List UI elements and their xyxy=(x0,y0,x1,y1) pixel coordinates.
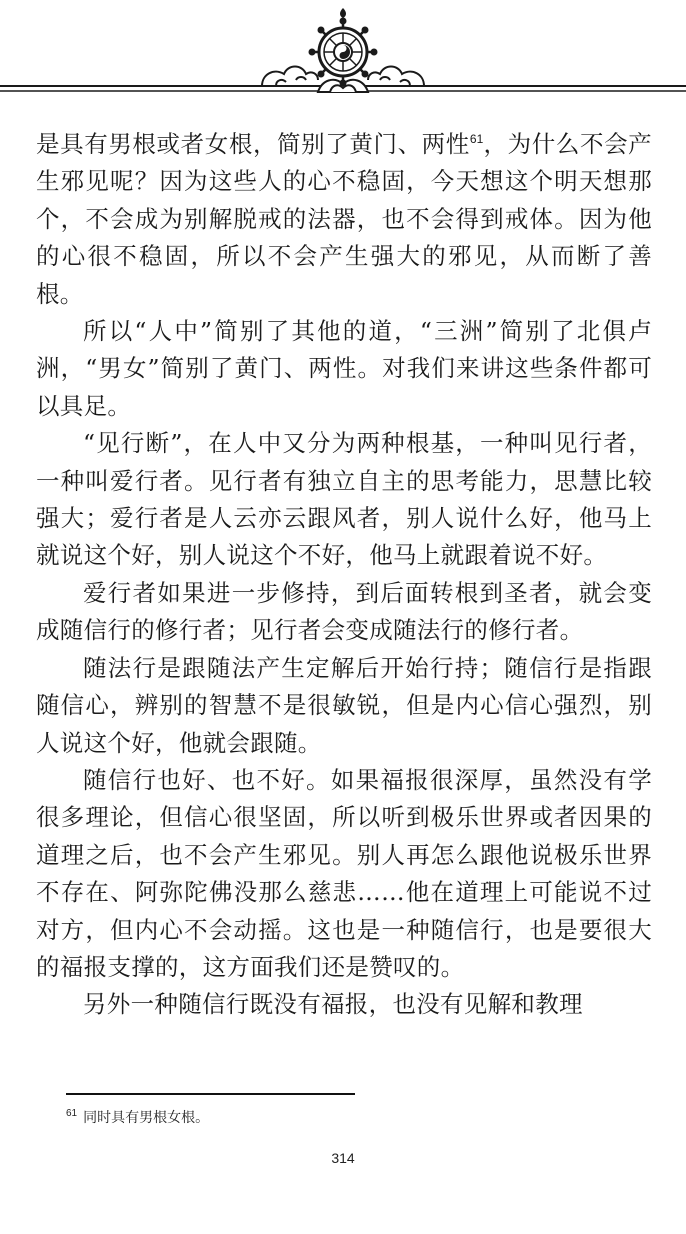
dharma-wheel-header-ornament xyxy=(0,0,686,112)
paragraph-6: 随信行也好、也不好。如果福报很深厚，虽然没有学很多理论，但信心很坚固，所以听到极乐世界或者因果的道理之后，也不会产生邪见。别人再怎么跟他说极乐世界不存在、阿弥陀佛没那么慈悲……他在道理上可能说不过对方，但内心不会动摇。这也是一种随信行，也是要很大的福报支撑的，这方面我们还是赞叹的。 xyxy=(36,765,652,981)
footnote-text: 同时具有男根女根。 xyxy=(83,1110,210,1126)
footnote-reference[interactable]: 61 xyxy=(469,132,484,147)
footnote-number: 61 xyxy=(66,1108,78,1120)
paragraph-3: “见行断”，在人中又分为两种根基，一种叫见行者，一种叫爱行者。见行者有独立自主的思考能力，思慧比较强大；爱行者是人云亦云跟风者，别人说什么好，他马上就说这个好，别人说这个不好，他马上就跟着说不好。 xyxy=(36,429,652,570)
dharma-wheel-icon xyxy=(309,8,378,87)
right-cloud-ornament xyxy=(368,67,424,87)
paragraph-5: 随法行是跟随法产生定解后开始行持；随信行是指跟随信心，辨别的智慧不是很敏锐，但是内心信心强烈，别人说这个好，他就会跟随。 xyxy=(36,653,652,757)
paragraph-1-text-end: ，为什么不会产生邪见呢？因为这些人的心不稳固，今天想这个明天想那个，不会成为别解脱戒的法器，也不会得到戒体。因为他的心很不稳固，所以不会产生强大的邪见，从而断了善根。 xyxy=(36,130,652,308)
paragraph-7: 另外一种随信行既没有福报，也没有见解和教理 xyxy=(83,990,583,1019)
page-body xyxy=(36,126,652,1024)
paragraph-2: 所以“人中”简别了其他的道，“三洲”简别了北俱卢洲，“男女”简别了黄门、两性。对我们来讲这些条件都可以具足。 xyxy=(36,317,652,420)
paragraph-1-text-start: 是具有男根或者女根，简别了黄门、两性 xyxy=(36,130,470,158)
left-cloud-ornament xyxy=(262,67,318,87)
footnote xyxy=(66,1108,209,1128)
paragraph-4: 爱行者如果进一步修持，到后面转根到圣者，就会变成随信行的修行者；见行者会变成随法行的修行者。 xyxy=(36,578,652,645)
page-number: 314 xyxy=(331,1150,355,1166)
paragraph-1 xyxy=(36,126,652,313)
footnote-divider xyxy=(66,1093,355,1095)
